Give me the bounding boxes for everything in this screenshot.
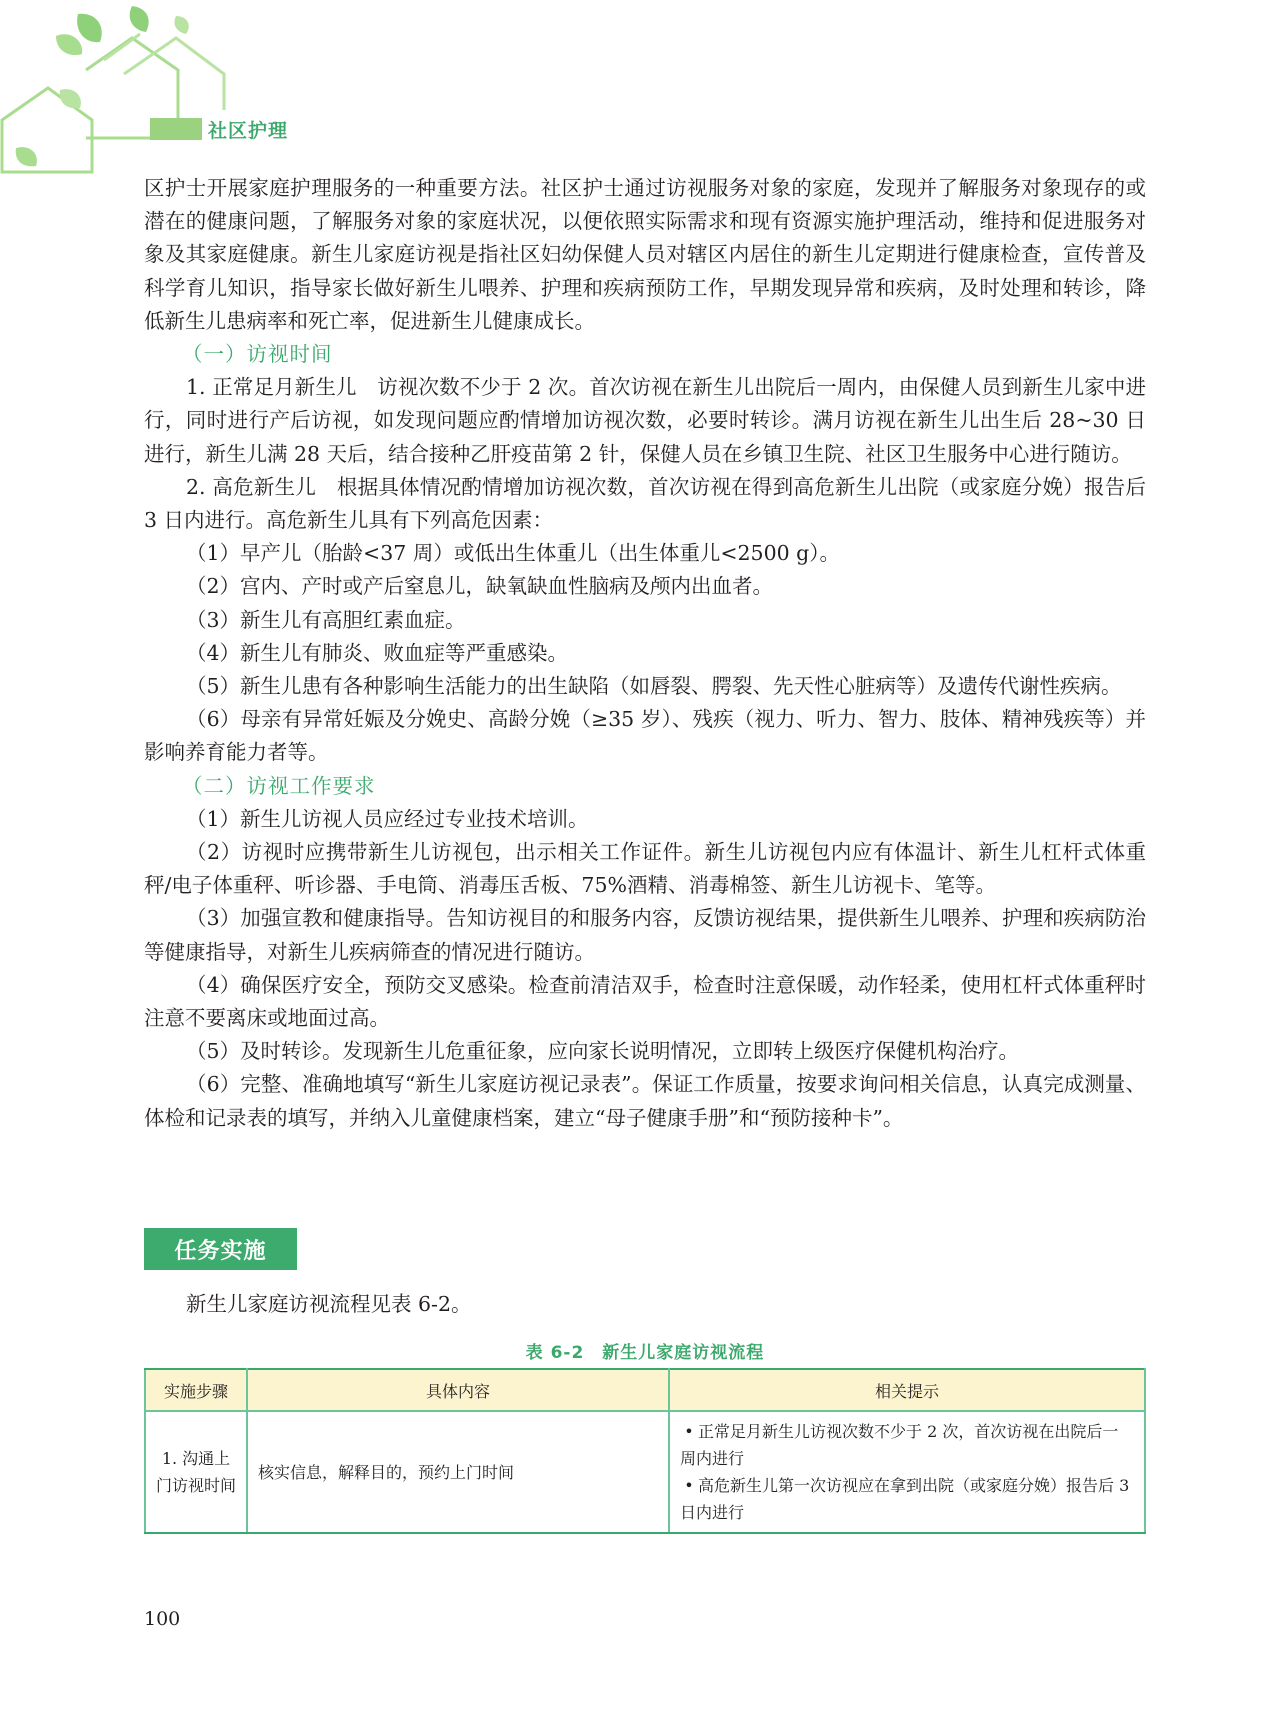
risk-factor-3: （3）新生儿有高胆红素血症。 [186,607,466,632]
task-intro-text [144,1288,1146,1321]
visit-flow-table [144,1368,1146,1534]
paragraph-high-risk: 2. 高危新生儿 根据具体情况酌情增加访视次数，首次访视在得到高危新生儿出院（或家庭分娩）报告后 3 日内进行。高危新生儿具有下列高危因素： [144,474,1146,533]
header-house-leaf-decoration [0,0,260,180]
bullet-icon: • [684,1476,694,1495]
requirement-4: （4）确保医疗安全，预防交叉感染。检查前清洁双手，检查时注意保暖，动作轻柔，使用杠杆式体重秤时注意不要离床或地面过高。 [144,972,1146,1031]
main-content [144,172,1146,1135]
section-title: 社区护理 [208,120,289,142]
requirement-5: （5）及时转诊。发现新生儿危重征象，应向家长说明情况，立即转上级医疗保健机构治疗。 [186,1039,1020,1064]
header-tips: 相关提示 [669,1369,1145,1411]
cell-tips [669,1411,1145,1533]
intro-paragraph: 区护士开展家庭护理服务的一种重要方法。社区护士通过访视服务对象的家庭，发现并了解服务对象现存的或潜在的健康问题，了解服务对象的家庭状况，以便依照实际需求和现有资源实施护理活动，维持和促进服务对象及其家庭健康。新生儿家庭访视是指社区妇幼保健人员对辖区内居住的新生儿定期进行健康检查，宣传普及科学育儿知识，指导家长做好新生儿喂养、护理和疾病预防工作，早期发现异常和疾病，及时处理和转诊，降低新生儿患病率和死亡率，促进新生儿健康成长。 [144,176,1146,333]
risk-factor-1: （1）早产儿（胎龄<37 周）或低出生体重儿（出生体重儿<2500 g）。 [186,541,841,566]
page-number: 100 [144,1608,181,1630]
section-title-bar [150,118,202,140]
tip-item [680,1418,1134,1472]
risk-factor-5: （5）新生儿患有各种影响生活能力的出生缺陷（如唇裂、腭裂、先天性心脏病等）及遗传代谢性疾病。 [186,674,1122,699]
cell-content: 核实信息，解释目的，预约上门时间 [247,1411,669,1533]
paragraph-full-term: 1. 正常足月新生儿 访视次数不少于 2 次。首次访视在新生儿出院后一周内，由保健人员到新生儿家中进行，同时进行产后访视，如发现问题应酌情增加访视次数，必要时转诊。满月访视在新生儿出生后 28~30 日进行，新生儿满 28 天后，结合接种乙肝疫苗第 2 针，保健人员在乡镇卫生院、社区卫生服务中心进行随访。 [144,375,1146,466]
risk-factor-2: （2）宫内、产时或产后窒息儿，缺氧缺血性脑病及颅内出血者。 [186,574,774,599]
requirement-2: （2）访视时应携带新生儿访视包，出示相关工作证件。新生儿访视包内应有体温计、新生儿杠杆式体重秤/电子体重秤、听诊器、手电筒、消毒压舌板、75%酒精、消毒棉签、新生儿访视卡、笔等。 [144,840,1146,898]
tip-text: 正常足月新生儿访视次数不少于 2 次，首次访视在出院后一周内进行 [680,1422,1119,1468]
risk-factor-6: （6）母亲有异常妊娠及分娩史、高龄分娩（≥35 岁）、残疾（视力、听力、智力、肢体、精神残疾等）并影响养育能力者等。 [144,707,1146,765]
task-implementation-label: 任务实施 [144,1228,297,1270]
header-content: 具体内容 [247,1369,669,1411]
table-header-row [145,1369,1145,1411]
table-row [145,1411,1145,1533]
requirement-1: （1）新生儿访视人员应经过专业技术培训。 [186,806,589,831]
risk-factor-4: （4）新生儿有肺炎、败血症等严重感染。 [186,640,569,665]
cell-step: 1. 沟通上门访视时间 [145,1411,247,1533]
bullet-icon: • [684,1422,694,1441]
requirement-6: （6）完整、准确地填写“新生儿家庭访视记录表”。保证工作质量，按要求询问相关信息，认真完成测量、体检和记录表的填写，并纳入儿童健康档案，建立“母子健康手册”和“预防接种卡”。 [144,1072,1146,1130]
task-intro: 新生儿家庭访视流程见表 6-2。 [186,1292,472,1316]
requirement-3: （3）加强宣教和健康指导。告知访视目的和服务内容，反馈访视结果，提供新生儿喂养、护理和疾病防治等健康指导，对新生儿疾病筛查的情况进行随访。 [144,906,1146,964]
subheading-visit-time: （一）访视时间 [182,342,333,367]
subheading-requirements: （二）访视工作要求 [182,773,376,798]
tip-item [680,1472,1134,1526]
tip-text: 高危新生儿第一次访视应在拿到出院（或家庭分娩）报告后 3 日内进行 [680,1476,1130,1522]
header-step: 实施步骤 [145,1369,247,1411]
table-caption: 表 6-2 新生儿家庭访视流程 [525,1343,765,1363]
